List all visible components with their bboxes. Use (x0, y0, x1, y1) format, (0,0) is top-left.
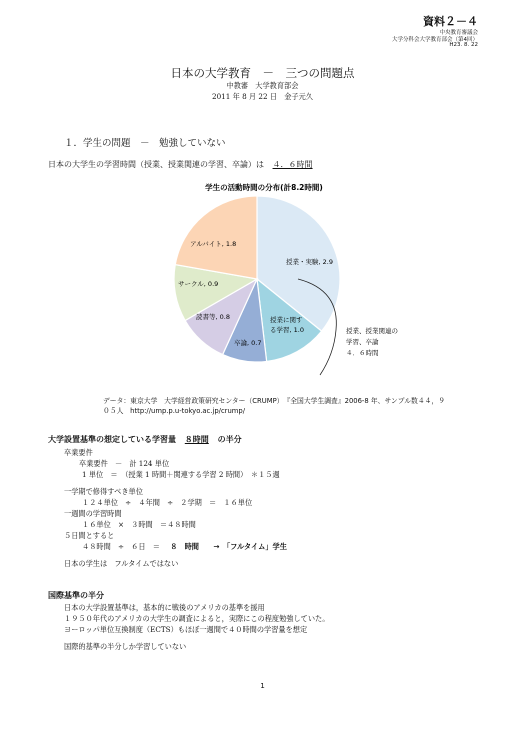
daily-calc-result: ８ 時間 → 「フルタイム」学生 (170, 542, 287, 551)
lead-value: ４．６時間 (272, 160, 313, 169)
intl-line-3: ヨーロッパ単位互換制度（ECTS）もほぼ一週間で４０時間の学習量を想定 (64, 625, 308, 634)
source-line-1: データ：東京大学 大学経営政策研究センター（CRUMP） 『全国大学生調査』2006-8 年、サンプル数４４，９ (103, 397, 446, 405)
requirement-total: 卒業要件 － 計 124 単位 (79, 459, 170, 468)
section-3-heading: 国際基準の半分 (48, 591, 104, 600)
weekly-calc: １６単位 × ３時間 ＝４８時間 (82, 520, 196, 529)
credit-definition: 1 単位 ＝ （授業 1 時間＋関連する学習 2 時間） ＊１５週 (82, 470, 280, 479)
daily-calc-expression: ４８時間 ÷ ６日 ＝ (82, 542, 160, 551)
pie-slice-5 (175, 196, 257, 279)
semester-calc: １２４単位 ÷ ４年間 ÷ ２学期 ＝ １６単位 (82, 498, 253, 507)
semester-label: 一学期で修得すべき単位 (64, 487, 143, 496)
intl-line-2: １９５０年代のアメリカの大学生の調査によると，実際にこの程度勉強していた。 (64, 614, 330, 623)
header-date: H23. 8. 22 (449, 42, 478, 48)
lead-text: 日本の大学生の学習時間（授業、授業関連の学習、卒論）は (48, 160, 264, 169)
section-2-heading (48, 434, 242, 445)
label-kanren-line1: 授業に関す (270, 316, 303, 324)
five-day-label: ５日間とすると (64, 531, 115, 540)
intl-line-1: 日本の大学設置基準は，基本的に戦後のアメリカの基準を援用 (64, 603, 265, 612)
subcommittee-name: 大学分科会大学教育部会（第4回） (391, 37, 478, 43)
label-baito: アルバイト, 1.8 (190, 240, 237, 248)
label-kanren-line2: る学習, 1.0 (270, 326, 304, 334)
label-sotsuron: 卒論, 0.7 (234, 339, 262, 347)
daily-calc (82, 542, 287, 552)
pie-slices (174, 196, 340, 362)
label-dokusho: 読書等, 0.8 (196, 313, 230, 321)
section-2-heading-value: ８時間 (184, 435, 209, 444)
label-circle: サークル, 0.9 (178, 280, 219, 288)
section-1-heading: １．学生の問題 － 勉強していない (64, 138, 226, 149)
weekly-label: 一週間の学習時間 (64, 509, 122, 518)
source-line-2: ０５人 http://ump.p.u-tokyo.ac.jp/crump/ (103, 407, 246, 415)
bracket-note-line2: 学習、卒論 (346, 338, 379, 346)
section-1-lead (48, 159, 313, 170)
document-number: 資料２－４ (423, 15, 478, 28)
bracket-note-line3: ４．６時間 (346, 349, 379, 357)
page-subtitle: 中教審 大学教育部会 (226, 81, 299, 90)
page-title: 日本の大学教育 － 三つの問題点 (170, 66, 355, 80)
committee-name: 中央教育審議会 (439, 30, 478, 36)
chart-title: 学生の活動時間の分布(計8.2時間) (205, 183, 323, 192)
section-2-heading-post: の半分 (217, 435, 242, 444)
page-number: 1 (260, 681, 265, 690)
bracket-note-line1: 授業、授業関連の (346, 327, 398, 335)
section-2-heading-pre: 大学設置基準の想定している学習量 (48, 435, 176, 444)
label-jugyo: 授業・実験, 2.9 (286, 258, 333, 266)
intl-line-4: 国際的基準の半分しか学習していない (64, 642, 187, 651)
requirement-label: 卒業要件 (64, 448, 93, 457)
author-line: 2011 年 8 月 22 日 金子元久 (212, 92, 313, 101)
pie-chart (0, 180, 525, 390)
conclusion-line: 日本の学生は フルタイムではない (64, 559, 179, 568)
